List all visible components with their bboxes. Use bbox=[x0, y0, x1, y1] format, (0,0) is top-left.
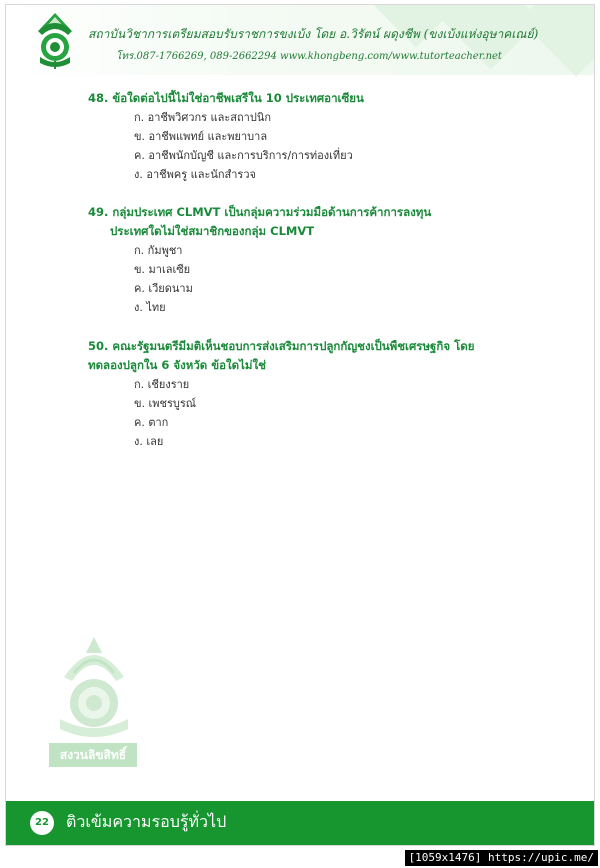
image-caption: [1059x1476] https://upic.me/ bbox=[405, 850, 598, 866]
option[interactable]: ง. เลย bbox=[134, 435, 164, 448]
question-text: กลุ่มประเทศ CLMVT เป็นกลุ่มความร่วมมือด้านการค้าการลงทุน bbox=[112, 205, 432, 219]
option[interactable]: ก. อาชีพวิศวกร และสถาปนิก bbox=[134, 111, 272, 124]
question-title bbox=[88, 203, 508, 241]
question-49 bbox=[88, 203, 508, 317]
question-number: 50. bbox=[88, 339, 109, 353]
option[interactable]: ข. เพชรบูรณ์ bbox=[134, 397, 196, 410]
question-text-continued: ทดลองปลูกใน 6 จังหวัด ข้อใดไม่ใช่ bbox=[88, 358, 266, 372]
question-number: 49. bbox=[88, 205, 109, 219]
question-title bbox=[88, 337, 508, 375]
question-48 bbox=[88, 89, 508, 184]
option[interactable]: ก. เชียงราย bbox=[134, 378, 190, 391]
question-text-continued: ประเทศใดไม่ใช่สมาชิกของกลุ่ม CLMVT bbox=[110, 224, 315, 238]
question-text: คณะรัฐมนตรีมีมติเห็นชอบการส่งเสริมการปลูกกัญชงเป็นพืชเศรษฐกิจ โดย bbox=[112, 339, 475, 353]
question-50 bbox=[88, 337, 508, 451]
copyright-badge: สงวนลิขสิทธิ์ bbox=[49, 743, 137, 767]
option[interactable]: ค. เวียดนาม bbox=[134, 282, 193, 295]
page-number: 22 bbox=[30, 811, 54, 835]
option[interactable]: ค. ตาก bbox=[134, 416, 169, 429]
option[interactable]: ข. มาเลเซีย bbox=[134, 263, 191, 276]
footer-title: ติวเข้มความรอบรู้ทั่วไป bbox=[66, 812, 227, 831]
institute-crest-icon bbox=[30, 11, 80, 71]
option[interactable]: ค. อาชีพนักบัญชี และการบริการ/การท่องเที่ยว bbox=[134, 149, 353, 162]
question-text: ข้อใดต่อไปนี้ไม่ใช่อาชีพเสรีใน 10 ประเทศอาเซียน bbox=[112, 91, 364, 105]
page bbox=[5, 4, 595, 846]
question-title bbox=[88, 89, 508, 108]
option[interactable]: ข. อาชีพแพทย์ และพยาบาล bbox=[134, 130, 268, 143]
option[interactable]: ก. กัมพูชา bbox=[134, 244, 183, 257]
question-number: 48. bbox=[88, 91, 109, 105]
option[interactable]: ง. อาชีพครู และนักสำรวจ bbox=[134, 168, 256, 181]
header-institute-name: สถาบันวิชาการเตรียมสอบรับราชการขงเบ้ง โดย อ.วิรัตน์ ผดุงชีพ (ขงเบ้งแห่งอุษาคเณย์) bbox=[88, 27, 539, 41]
header-contact: โทร.087-1766269, 089-2662294 www.khongbeng.com/www.tutorteacher.net bbox=[116, 51, 502, 62]
option[interactable]: ง. ไทย bbox=[134, 301, 166, 314]
